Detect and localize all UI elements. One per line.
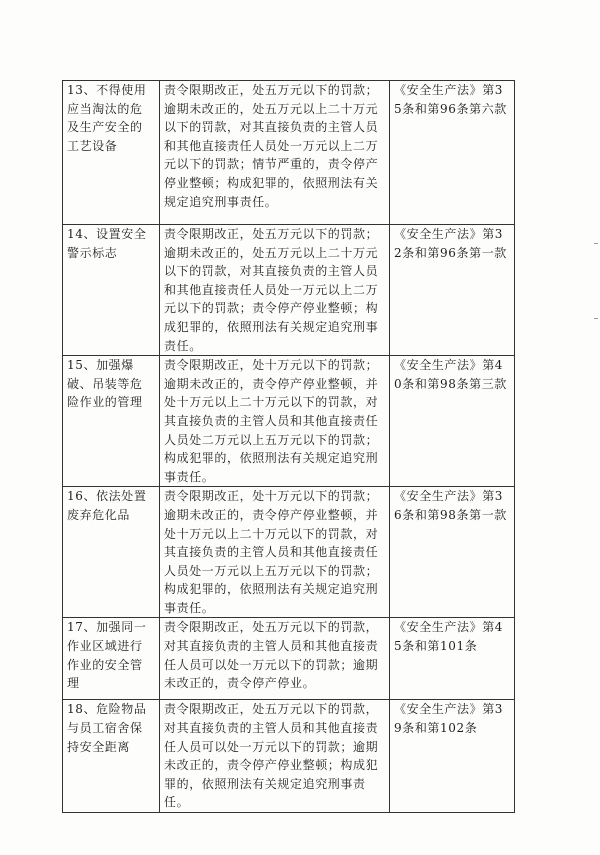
table-row	[63, 225, 515, 356]
table-row	[63, 700, 515, 813]
legal-basis-cell: 《安全生产法》第45条和第101条	[390, 618, 515, 700]
table-row	[63, 487, 515, 618]
penalty-cell: 责令限期改正，处五万元以下的罚款；逾期未改正的，处五万元以上二十万元以下的罚款，对其直接负责的主管人员和其他直接责任人员处一万元以上二万元以下的罚款；情节严重的，责令停产停业整顿；构成犯罪的，依照刑法有关规定追究刑事责任。	[160, 81, 390, 225]
penalty-cell: 责令限期改正，处十万元以下的罚款；逾期未改正的，责令停产停业整顿，并处十万元以上二十万元以下的罚款，对其直接负责的主管人员和其他直接责任人员处二万元以上五万元以下的罚款；构成犯罪的，依照刑法有关规定追究刑事责任。	[160, 356, 390, 487]
item-cell: 13、不得使用应当淘汰的危及生产安全的工艺设备	[63, 81, 160, 225]
legal-basis-cell: 《安全生产法》第39条和第102条	[390, 700, 515, 813]
scan-artifact	[594, 243, 598, 244]
legal-basis-cell: 《安全生产法》第32条和第96条第一款	[390, 225, 515, 356]
legal-basis-cell: 《安全生产法》第35条和第96条第六款	[390, 81, 515, 225]
table-row	[63, 618, 515, 700]
item-cell: 15、加强爆破、吊装等危险作业的管理	[63, 356, 160, 487]
item-cell: 17、加强同一作业区域进行作业的安全管理	[63, 618, 160, 700]
item-cell: 18、危险物品与员工宿舍保持安全距离	[63, 700, 160, 813]
item-cell: 14、设置安全警示标志	[63, 225, 160, 356]
penalty-table	[62, 80, 515, 813]
table-row	[63, 356, 515, 487]
legal-basis-cell: 《安全生产法》第40条和第98条第三款	[390, 356, 515, 487]
penalty-cell: 责令限期改正，处五万元以下的罚款，对其直接负责的主管人员和其他直接责任人员可以处一万元以下的罚款；逾期未改正的，责令停产停业。	[160, 618, 390, 700]
penalty-cell: 责令限期改正，处五万元以下的罚款；逾期未改正的，处五万元以上二十万元以下的罚款，对其直接负责的主管人员和其他直接责任人员处一万元以上二万元以下的罚款；责令停产停业整顿；构成犯罪的，依照刑法有关规定追究刑事责任。	[160, 225, 390, 356]
penalty-cell: 责令限期改正，处十万元以下的罚款；逾期未改正的，责令停产停业整顿，并处十万元以上二十万元以下的罚款，对其直接负责的主管人员和其他直接责任人员处一万元以上五万元以下的罚款；构成犯罪的，依照刑法有关规定追究刑事责任。	[160, 487, 390, 618]
table-row	[63, 81, 515, 225]
item-cell: 16、依法处置废弃危化品	[63, 487, 160, 618]
legal-basis-cell: 《安全生产法》第36条和第98条第一款	[390, 487, 515, 618]
penalty-cell: 责令限期改正，处五万元以下的罚款，对其直接负责的主管人员和其他直接责任人员可以处一万元以下的罚款；逾期未改正的，责令停产停业整顿；构成犯罪的，依照刑法有关规定追究刑事责任。	[160, 700, 390, 813]
scan-artifact	[594, 318, 598, 319]
